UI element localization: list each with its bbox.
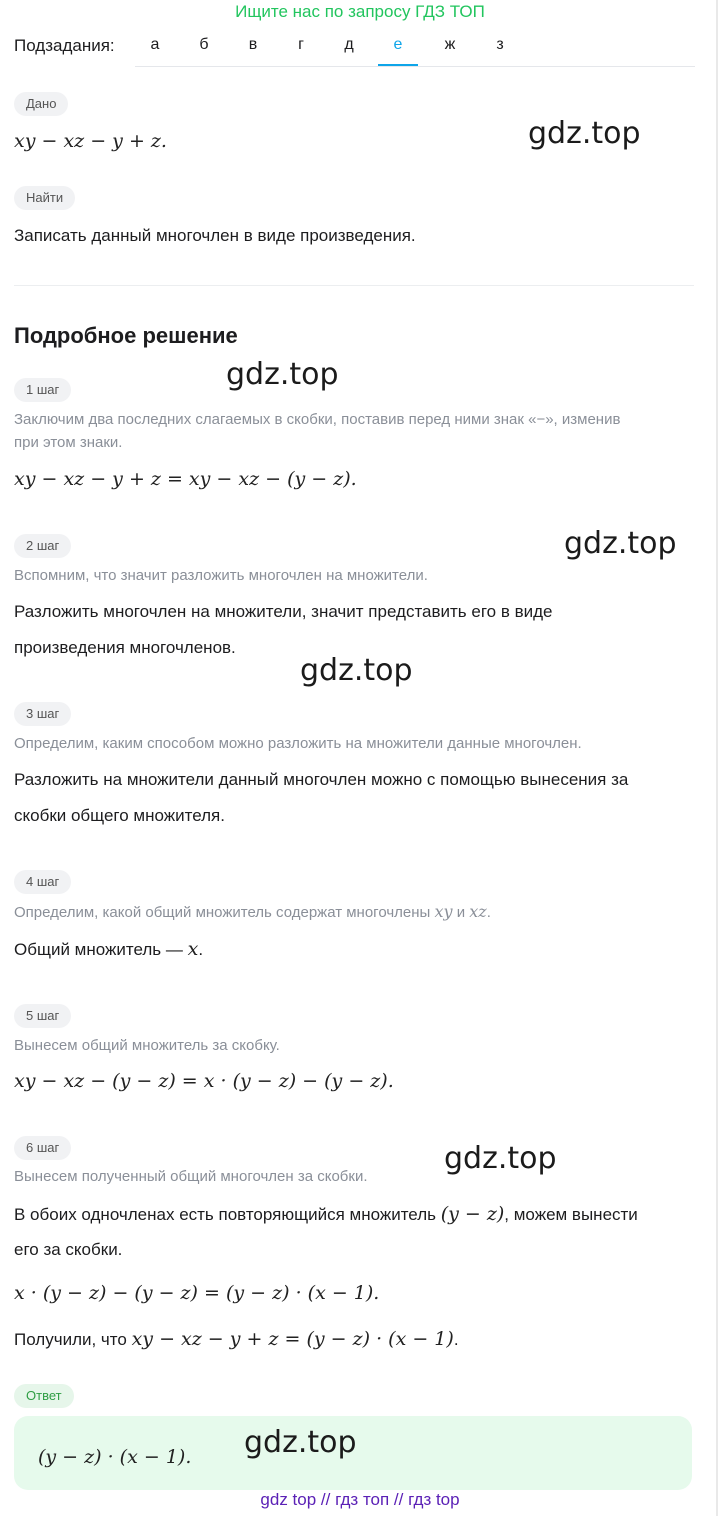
step-6-hint: Вынесем полученный общий многочлен за скобки. — [14, 1168, 368, 1185]
tab-z[interactable]: з — [496, 36, 504, 53]
step-6-line-1-math: (y − z) — [440, 1203, 505, 1225]
step-6-conclusion-text: Получили, что — [14, 1330, 127, 1349]
find-text: Записать данный многочлен в виде произведения. — [14, 226, 416, 245]
find-pill: Найти — [14, 186, 75, 210]
step-6-conclusion — [14, 1321, 459, 1358]
subtasks-label: Подзадания: — [14, 36, 115, 55]
step-3-line-1: Разложить на множители данный многочлен можно с помощью вынесения за — [14, 770, 629, 789]
step-1-pill: 1 шаг — [14, 378, 71, 402]
step-6-line-1-end: , можем вынести — [504, 1205, 638, 1224]
step-3-hint: Определим, каким способом можно разложить на множители данные многочлен. — [14, 735, 582, 752]
step-2-line-1: Разложить многочлен на множители, значит представить его в виде — [14, 602, 553, 621]
subtask-tabs — [135, 30, 695, 67]
divider — [14, 285, 694, 286]
step-5-expression: xy − xz − (y − z) = x · (y − z) − (y − z). — [14, 1070, 394, 1092]
step-6-conclusion-math: xy − xz − y + z = (y − z) · (x − 1) — [131, 1328, 454, 1350]
tab-e[interactable]: е — [378, 36, 418, 66]
step-6-conclusion-end: . — [453, 1330, 459, 1349]
footer-links[interactable]: gdz top // гдз топ // гдз top — [260, 1490, 460, 1509]
watermark-3: gdz.top — [564, 526, 677, 561]
step-4-hint-math-2: xz — [469, 902, 487, 921]
step-3-line-2: скобки общего множителя. — [14, 806, 225, 825]
step-3-pill: 3 шаг — [14, 702, 71, 726]
given-pill: Дано — [14, 92, 68, 116]
right-border — [716, 0, 718, 1516]
step-4-line — [14, 931, 203, 968]
tab-d[interactable]: д — [344, 36, 354, 53]
step-4-hint-math-1: xy — [434, 902, 453, 921]
watermark-2: gdz.top — [226, 357, 339, 392]
step-2-line-2: произведения многочленов. — [14, 638, 236, 657]
given-expression: xy − xz − y + z. — [14, 130, 167, 152]
step-6-pill: 6 шаг — [14, 1136, 71, 1160]
step-1-expression: xy − xz − y + z = xy − xz − (y − z). — [14, 468, 357, 490]
step-4-hint — [14, 901, 491, 924]
step-4-pill: 4 шаг — [14, 870, 71, 894]
tab-b[interactable]: б — [199, 36, 209, 53]
step-4-hint-text: Определим, какой общий множитель содержат многочлены — [14, 904, 431, 921]
tab-zh[interactable]: ж — [444, 36, 456, 53]
step-4-line-end: . — [198, 940, 204, 959]
tab-v[interactable]: в — [248, 36, 258, 53]
step-4-line-math: x — [187, 938, 199, 960]
step-6-line-2: его за скобки. — [14, 1240, 123, 1259]
answer-pill: Ответ — [14, 1384, 74, 1408]
watermark-5: gdz.top — [444, 1141, 557, 1176]
step-1-hint-line-2: при этом знаки. — [14, 434, 123, 451]
solution-title: Подробное решение — [14, 323, 238, 348]
step-6-line-1-text: В обоих одночленах есть повторяющийся множитель — [14, 1205, 436, 1224]
step-5-hint: Вынесем общий множитель за скобку. — [14, 1037, 280, 1054]
step-1-hint-line-1: Заключим два последних слагаемых в скобки, поставив перед ними знак «−», изменив — [14, 411, 621, 428]
promo-banner[interactable]: Ищите нас по запросу ГДЗ ТОП — [235, 2, 485, 21]
step-6-line-1 — [14, 1196, 638, 1233]
step-6-expression: x · (y − z) − (y − z) = (y − z) · (x − 1). — [14, 1282, 380, 1304]
watermark-4: gdz.top — [300, 653, 413, 688]
tab-g[interactable]: г — [298, 36, 304, 53]
watermark-6: gdz.top — [244, 1425, 357, 1460]
answer-expression: (y − z) · (x − 1). — [38, 1446, 192, 1468]
step-2-hint: Вспомним, что значит разложить многочлен на множители. — [14, 567, 428, 584]
tab-a[interactable]: а — [150, 36, 160, 53]
watermark-1: gdz.top — [528, 116, 641, 151]
step-5-pill: 5 шаг — [14, 1004, 71, 1028]
step-4-hint-end: . — [486, 904, 491, 921]
step-2-pill: 2 шаг — [14, 534, 71, 558]
step-4-line-text: Общий множитель — — [14, 940, 183, 959]
step-4-hint-and: и — [456, 904, 466, 921]
